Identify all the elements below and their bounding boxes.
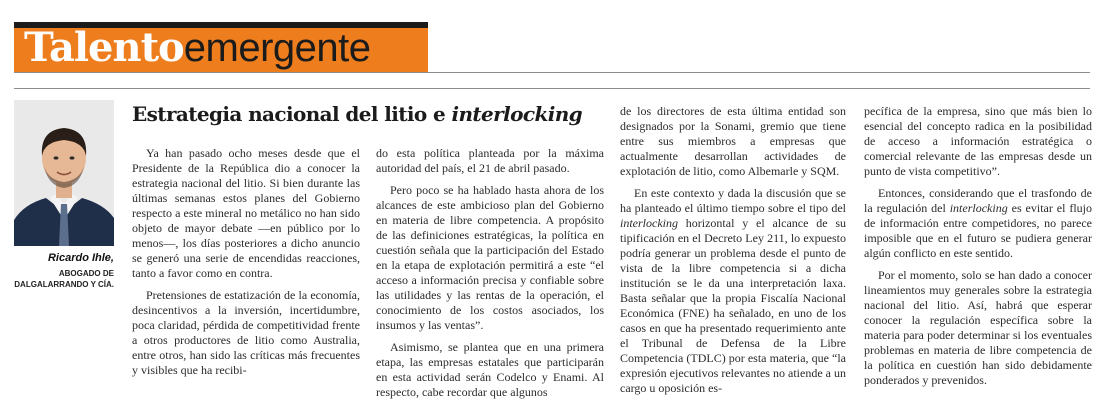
author-role	[4, 268, 114, 290]
article-headline	[132, 102, 582, 126]
author-role-line: DALGALARRANDO Y CÍA.	[14, 280, 114, 289]
paragraph: Por el momento, solo se han dado a conocer lineamientos muy generales sobre la estrategia nacional del litio. Así, habrá que esperar conocer la regulación específica sobre la materia para poder determinar si los eventuales problemas en materia de libre competencia de la política en cuestión han sido debidamente ponderados y prevenidos.	[864, 268, 1092, 387]
paragraph	[864, 186, 1092, 261]
paragraph: pecífica de la empresa, sino que más bien lo esencial del concepto radica en la posibilidad de acceso a información estratégica o comercial relevante de las empresas desde un punto de vista competitivo”.	[864, 104, 1092, 178]
author-name: Ricardo Ihle,	[47, 252, 114, 264]
text-run: Entonces, considerando que el trasfondo de la regulación del	[864, 186, 1092, 215]
paragraph: do esta política planteada por la máxima autoridad del país, el 21 de abril pasado.	[376, 146, 604, 175]
article-column-2	[376, 146, 604, 400]
paragraph: Pretensiones de estatización de la economía, desincentivos a la inversión, incertidumbre, poca claridad, pérdida de competitividad frente a otros productores de litio como Australia, entre otros, han sido las críticas más frecuentes y visibles que ha recibi-	[132, 288, 360, 377]
section-title-light: emergente	[183, 26, 371, 70]
paragraph: Ya han pasado ocho meses desde que el Presidente de la República dio a conocer la estrategia nacional del litio. Si bien durante las últimas semanas estos planes del Gobierno respecto a este mineral no metálico no han sido objeto de mayor debate —en público por lo menos—, los días posteriores a dicho anuncio se generó una serie de encendidas reacciones, tanto a favor como en contra.	[132, 146, 360, 280]
article-column-4	[864, 104, 1092, 388]
paragraph: Pero poco se ha hablado hasta ahora de los alcances de este ambicioso plan del Gobierno en materia de libre competencia. A propósito de las definiciones estratégicas, la política en cuestión señala que la participación del Estado en la etapa de explotación permitirá a este “el acceso a información precisa y confiable sobre las utilidades y las rentas de la operación, el conocimiento de los costos asociados, los insumos y las ventas”.	[376, 183, 604, 332]
paragraph	[620, 186, 846, 396]
author-role-line: ABOGADO DE	[58, 269, 114, 278]
divider-line	[14, 72, 1090, 73]
headline-italic: interlocking	[451, 102, 583, 126]
paragraph: Asimismo, se plantea que en una primera etapa, las empresas estatales que participarán en esta actividad serán Codelco y Enami. Al respecto, cabe recordar que algunos	[376, 340, 604, 399]
article-column-1	[132, 146, 360, 378]
section-title-bold: Talento	[24, 24, 184, 71]
text-run: es evitar el flujo de información entre competidores, no parece imposible que en el futuro se pudiera generar algún conflicto en este sentido.	[864, 201, 1093, 260]
section-title	[24, 24, 370, 72]
article-column-3	[620, 104, 846, 396]
divider-line	[14, 88, 1090, 89]
author-photo	[14, 100, 114, 246]
text-run: En este contexto y dada la discusión que se ha planteado el último tiempo sobre el tipo del	[620, 186, 846, 215]
text-run: horizontal y el alcance de su tipificación en el Decreto Ley 211, lo expuesto podría generar un problema desde el punto de vista de la libre competencia si a dicha institución se le da una interpretación laxa. Basta señalar que la propia Fiscalía Nacional Económica (FNE) ha señalado, en uno de los casos en que ha presentado requerimiento ante el Tribunal de Defensa de la Libre Competencia (TDLC) por esta materia, que “la expresión ejecutivos relevantes no atiende a un cargo u oposición es-	[620, 216, 846, 395]
paragraph: de los directores de esta última entidad son designados por la Sonami, gremio que tiene entre sus miembros a empresas que actualmente desarrollan actividades de explotación de litio, como Albemarle y SQM.	[620, 104, 846, 178]
headline-main: Estrategia nacional del litio e	[132, 102, 452, 126]
text-run-italic: interlocking	[620, 216, 678, 230]
text-run-italic: interlocking	[949, 201, 1008, 215]
